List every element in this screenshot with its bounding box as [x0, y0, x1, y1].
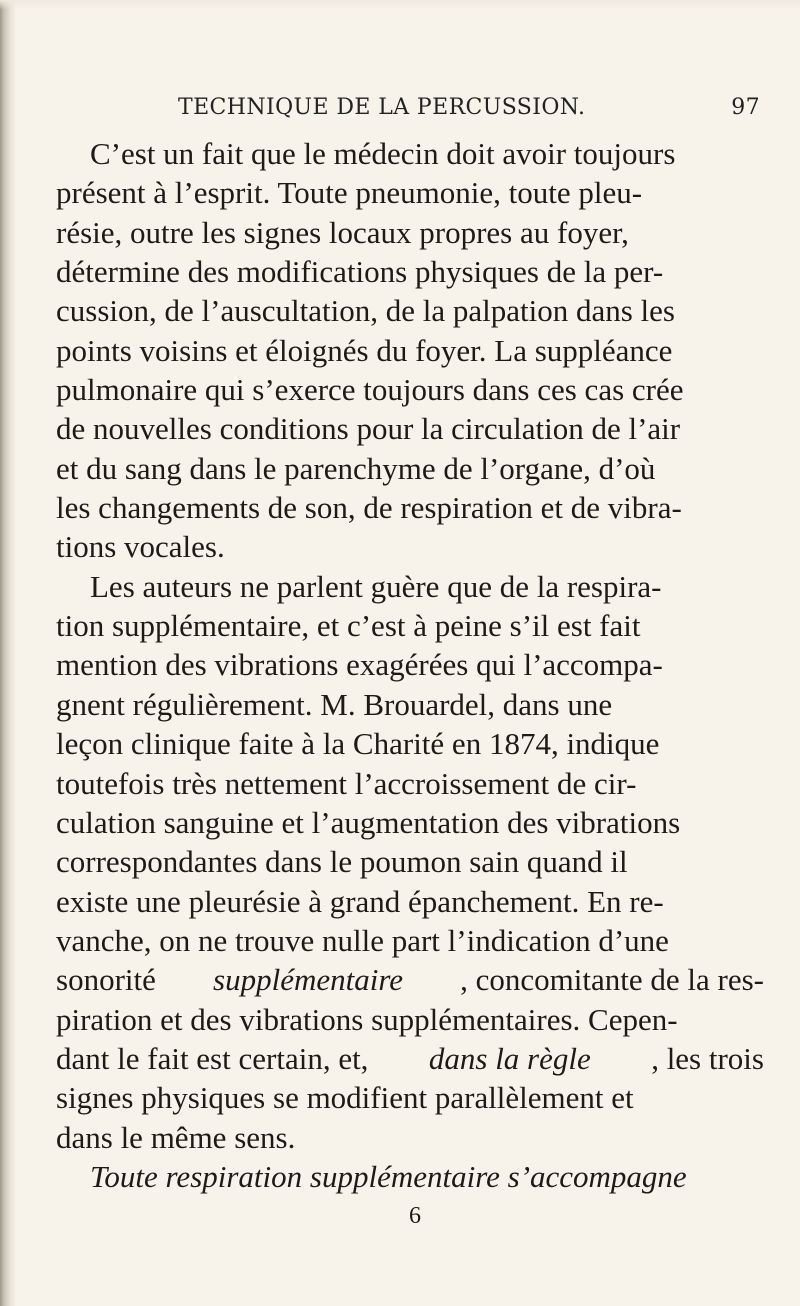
text-segment: dans le même sens. — [56, 1119, 296, 1155]
text-line — [56, 567, 764, 606]
text-line — [56, 252, 764, 291]
text-segment: cussion, de l’auscultation, de la palpation dans les — [56, 293, 675, 329]
text-line — [56, 527, 764, 566]
text-segment: gnent régulièrement. M. Brouardel, dans une — [56, 686, 613, 722]
running-head — [170, 90, 760, 124]
text-line — [56, 370, 764, 409]
text-line — [56, 1039, 764, 1078]
running-title: TECHNIQUE DE LA PERCUSSION. — [178, 95, 586, 120]
text-line — [56, 882, 764, 921]
text-line — [56, 724, 764, 763]
text-segment: leçon clinique faite à la Charité en 1874, indique — [56, 726, 660, 762]
text-segment: présent à l’esprit. Toute pneumonie, toute pleu- — [56, 175, 643, 211]
text-segment: mention des vibrations exagérées qui l’accompa- — [56, 647, 663, 683]
text-segment: et du sang dans le parenchyme de l’organe, d’où — [56, 450, 656, 486]
italic-text-segment: supplémentaire — [213, 962, 403, 998]
text-line — [56, 173, 764, 212]
text-segment: tions vocales. — [56, 529, 225, 565]
text-segment: tion supplémentaire, et c’est à peine s’il est fait — [56, 608, 641, 644]
text-line — [56, 488, 764, 527]
text-line — [56, 764, 764, 803]
text-line — [56, 134, 764, 173]
text-line — [56, 1078, 764, 1117]
page-number: 97 — [731, 95, 760, 120]
italic-text-segment: dans la règle — [428, 1040, 591, 1076]
text-line — [56, 1000, 764, 1039]
text-segment: existe une pleurésie à grand épanchement. En re- — [56, 883, 664, 919]
text-segment: vanche, on ne trouve nulle part l’indication d’une — [56, 922, 669, 958]
text-line — [56, 213, 764, 252]
text-segment: Les auteurs ne parlent guère que de la respira- — [90, 568, 662, 604]
text-segment: points voisins et éloignés du foyer. La suppléance — [56, 332, 673, 368]
text-line — [56, 1118, 764, 1157]
text-segment: pulmonaire qui s’exerce toujours dans ces cas crée — [56, 372, 684, 408]
text-line — [56, 1157, 764, 1196]
signature-mark: 6 — [409, 1203, 421, 1229]
text-segment: signes physiques se modifient parallèlement et — [56, 1080, 634, 1116]
text-segment: culation sanguine et l’augmentation des vibrations — [56, 804, 681, 840]
text-segment: les changements de son, de respiration et de vibra- — [56, 490, 682, 526]
page-top-edge — [0, 0, 800, 10]
text-segment: C’est un fait que le médecin doit avoir toujours — [90, 136, 676, 171]
page-gutter-shadow — [0, 0, 16, 1306]
italic-text-segment: Toute respiration supplémentaire s’accompagne — [90, 1158, 687, 1194]
text-line — [56, 409, 764, 448]
text-segment: résie, outre les signes locaux propres au foyer, — [56, 214, 629, 250]
text-segment: , les trois — [651, 1040, 764, 1076]
text-line — [56, 606, 764, 645]
text-segment: détermine des modifications physiques de la per- — [56, 254, 664, 290]
text-segment: sonorité — [56, 962, 156, 998]
text-line — [56, 449, 764, 488]
text-line — [56, 645, 764, 684]
text-line — [56, 291, 764, 330]
text-segment: , concomitante de la res- — [460, 962, 764, 998]
text-segment: dant le fait est certain, et, — [56, 1040, 369, 1076]
text-line — [56, 960, 764, 999]
text-segment: de nouvelles conditions pour la circulation de l’air — [56, 411, 681, 447]
text-segment: piration et des vibrations supplémentaires. Cepen- — [56, 1001, 678, 1037]
text-segment: correspondantes dans le poumon sain quand il — [56, 844, 628, 880]
text-line — [56, 685, 764, 724]
text-segment: toutefois très nettement l’accroissement de cir- — [56, 765, 637, 801]
text-line — [56, 842, 764, 881]
text-line — [56, 331, 764, 370]
body-text — [56, 134, 764, 1196]
text-line — [56, 921, 764, 960]
text-line — [56, 803, 764, 842]
